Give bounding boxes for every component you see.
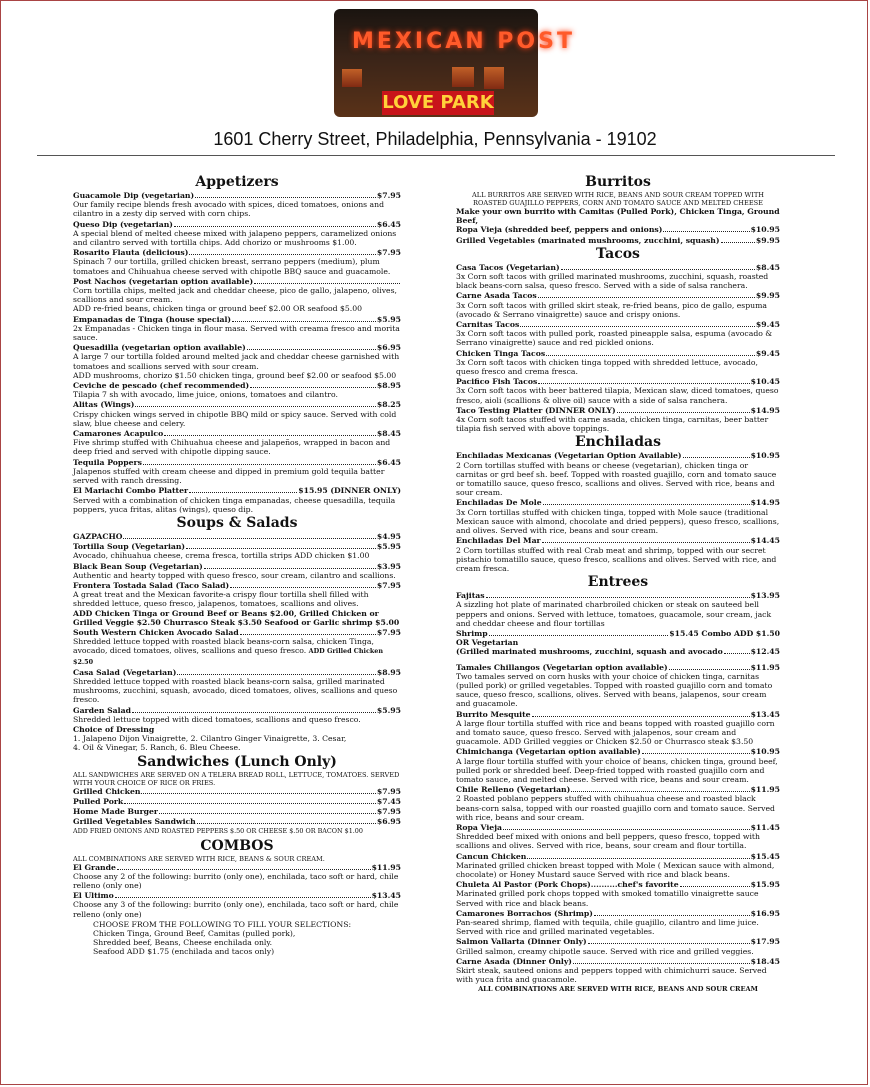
menu-item — [73, 248, 401, 276]
item-description: 2 Roasted poblano peppers stuffed with chihuahua cheese and roasted black beans-corn salsa, topped with our roasted guajillo corn and tomato sauce. Served with rice, beans and sour cream. — [456, 794, 775, 822]
menu-item — [456, 498, 780, 535]
item-addon: ADD re-fried beans, chicken tinga or ground beef $2.00 OR seafood $5.00 — [73, 304, 363, 314]
item-description: Choose any 3 of the following: burrito (only one), enchilada, taco soft or hard, chile relleno (only one) — [73, 900, 399, 919]
item-description: A sizzling hot plate of marinated charbroiled chicken or steak on sauteed bell peppers and onions. Served with lettuce, tomatoes, guacamole, sour cream, jack and cheddar cheese and flour tortillas — [456, 600, 772, 628]
item-description: Shredded beef mixed with onions and bell peppers, queso fresco, topped with scallions and olives. Served with rice, beans, sour cream and flour tortilla. — [456, 832, 760, 851]
leader-dots — [240, 634, 376, 635]
item-description: A large flour tortilla stuffed with your choice of beans, chicken tinga, ground beef, pulled pork or shredded beef. Deep-fried topped with roasted guajillo corn and tomato sauce, and melted cheese. Served with rice, beans and sour cream. — [456, 756, 778, 784]
leader-dots — [617, 412, 750, 413]
menu-item — [456, 451, 780, 497]
item-name: El Mariachi Combo Platter — [73, 486, 189, 496]
item-description: Choose any 2 of the following: burrito (only one), enchilada, taco soft or hard, chile relleno (only one) — [73, 871, 399, 890]
item-price: $6.45 — [376, 219, 401, 229]
item-description: 2 Corn tortillas stuffed with beans or cheese (vegetarian), chicken tinga or carnitas or grd beef sh. beef. Topped with roasted guajillo, corn and tomato sauce or tomatillo sauce, queso fresco, scallions and olives. Served with rice, beans and sour cream. — [456, 460, 777, 498]
leader-dots — [680, 886, 750, 887]
menu-item — [73, 343, 401, 380]
menu-item — [73, 532, 401, 541]
item-price: $15.45 Combo ADD $1.50 — [669, 628, 780, 638]
item-description: Shredded lettuce topped with roasted black beans-corn salsa, chicken Tinga, avocado, diced tomatoes, olives, scallions and queso fresco. ADD Grilled Chicken $2.50 — [73, 637, 383, 666]
tacos-list — [456, 263, 780, 434]
menu-item — [456, 937, 780, 955]
burritos-list — [456, 225, 780, 244]
item-name: Camarones Borrachos (Shrimp) — [456, 908, 593, 918]
menu-item — [456, 629, 780, 638]
menu-item — [456, 225, 780, 234]
leader-dots — [135, 406, 376, 407]
item-name: Casa Tacos (Vegetarian) — [456, 262, 560, 272]
item-name: Frontera Tostada Salad (Taco Salad) — [73, 580, 230, 590]
leader-dots — [189, 254, 376, 255]
item-price: $14.95 — [750, 498, 780, 508]
leader-dots — [230, 587, 376, 588]
burritos-notice: ALL BURRITOS ARE SERVED WITH RICE, BEANS AND SOUR CREAM TOPPED WITH ROASTED GUAJILLO PEPPERS, CORN AND TOMATO SAUCE AND MELTED CHEESE — [472, 191, 764, 207]
leader-dots — [189, 492, 297, 493]
menu-item — [73, 817, 401, 826]
item-price: $10.95 — [750, 225, 780, 235]
section-title-entrees: Entrees — [587, 574, 649, 591]
menu-item — [456, 663, 780, 709]
item-description: Marinated grilled chicken breast topped with Mole ( Mexican sauce with almond, chocolate) or Honey Mustard sauce Served with rice and black beans. — [456, 860, 775, 879]
item-description: Pan-seared shrimp, flamed with tequila, chile guajillo, cilantro and lime juice. Served with rice and grilled marinated vegetables. — [456, 918, 759, 937]
menu-item — [456, 291, 780, 319]
item-price: $3.95 — [376, 561, 401, 571]
item-description: 3x Corn soft tacos with grilled marinated mushrooms, zucchini, squash, roasted black beans-corn salsa, queso fresco. Served with a side of salsa ranchera. — [456, 272, 769, 291]
menu-item — [456, 406, 780, 434]
menu-item — [456, 263, 780, 291]
leader-dots — [532, 716, 750, 717]
item-description: A great treat and the Mexican favorite-a crispy flour tortilla shell filled with shredded lettuce, queso fresco, jalapenos, tomatoes, scallions and olives. — [73, 590, 369, 609]
item-price: $11.95 — [750, 785, 780, 795]
item-price: $8.25 — [376, 400, 401, 410]
leader-dots — [588, 943, 750, 944]
section-title-sandwiches: Sandwiches (Lunch Only) — [137, 753, 337, 770]
item-name: Carne Asada Tacos — [456, 291, 537, 301]
leader-dots — [115, 897, 371, 898]
menu-item — [73, 381, 401, 399]
item-price: $13.95 — [750, 591, 780, 601]
item-price: $5.95 — [376, 314, 401, 324]
sandwiches-notice: ALL SANDWICHES ARE SERVED ON A TELERA BREAD ROLL, LETTUCE, TOMATOES. SERVED WITH YOUR CHOICE OF RICE OR FRIES. — [73, 770, 400, 787]
leader-dots — [124, 803, 376, 804]
item-name: Rosarito Flauta (delicious) — [73, 248, 189, 258]
soups-list — [73, 532, 401, 724]
item-price: $7.95 — [376, 786, 401, 796]
menu-item — [456, 591, 780, 628]
leader-dots — [486, 597, 750, 598]
item-name: Cancun Chicken — [456, 851, 527, 861]
menu-item — [456, 320, 780, 348]
menu-item — [456, 785, 780, 822]
item-name: Black Bean Soup (Vegetarian) — [73, 561, 203, 571]
menu-item — [73, 486, 401, 514]
item-name: Home Made Burger — [73, 806, 158, 816]
item-name: Garden Salad — [73, 705, 131, 715]
menu-item — [456, 880, 780, 908]
item-price: $7.95 — [376, 580, 401, 590]
item-description: Two tamales served on corn husks with your choice of chicken tinga, carnitas (pulled pork) or grilled vegetables. Topped with roasted guajillo corn and tomato sauce, queso fresco, scallions, olives. Served with beans, jalapenos, sour cream and guacamole. — [456, 671, 773, 709]
item-name: Carnitas Tacos — [456, 320, 520, 330]
menu-item — [456, 957, 780, 985]
appetizers-list — [73, 191, 401, 514]
menu-item — [73, 220, 401, 248]
leader-dots — [561, 269, 755, 270]
item-price: $9.45 — [755, 348, 780, 358]
item-description: Authentic and hearty topped with queso fresco, sour cream, cilantro and scallions. — [73, 570, 396, 580]
leader-dots — [186, 548, 376, 549]
item-description: Our family recipe blends fresh avocado with spices, diced tomatoes, onions and cilantro in a zesty dip served with corn chips. — [73, 200, 385, 219]
burritos-intro: Make your own burrito with Camitas (Pulled Pork), Chicken Tinga, Ground Beef, — [456, 207, 780, 226]
right-column — [456, 173, 780, 993]
item-description: 3x Corn soft tacos with chicken tinga topped with shredded lettuce, avocado, queso fresco and crema fresca. — [456, 357, 758, 377]
item-addon: ADD Chicken Tinga or Ground Beef or Beans $2.00, Grilled Chicken or Grilled Veggie $2.50 Churrasco Steak $3.50 Seafood or Garlic shrimp $5.00 — [73, 608, 400, 627]
item-name: Chicken Tinga Tacos — [456, 348, 546, 358]
leader-dots — [164, 435, 376, 436]
menu-item — [73, 628, 401, 667]
item-name: Grilled Vegetables Sandwich — [73, 817, 196, 827]
item-name: Ceviche de pescado (chef recommended) — [73, 381, 250, 391]
menu-item — [73, 191, 401, 219]
menu-item — [456, 236, 780, 245]
item-name: Enchiladas Del Mar — [456, 536, 541, 546]
section-title-soups: Soups & Salads — [176, 514, 298, 531]
item-name: Enchiladas De Mole — [456, 498, 542, 508]
item-price: $5.95 — [376, 705, 401, 715]
menu-item — [73, 863, 401, 891]
entrees-footer: ALL COMBINATIONS ARE SERVED WITH RICE, BEANS AND SOUR CREAM — [478, 985, 758, 994]
item-name: El Ultimo — [73, 891, 114, 901]
leader-dots — [159, 813, 376, 814]
menu-item — [456, 909, 780, 937]
menu-item — [456, 349, 780, 377]
item-price: $12.45 — [750, 647, 780, 657]
item-name: Tortilla Soup (Vegetarian) — [73, 542, 186, 552]
item-price: $4.95 — [376, 531, 401, 541]
item-price: $10.95 — [750, 451, 780, 461]
left-column — [73, 173, 401, 957]
item-description: 3x Corn tortillas stuffed with chicken tinga, topped with Mole sauce (traditional Mexican sauce with almond, chocolate and dried peppers), queso fresco, scallions, and olives. Served with rice, beans and sour cream. — [456, 507, 780, 536]
item-price: $6.95 — [376, 343, 401, 353]
combos-fill-line: Seafood ADD $1.75 (enchilada and tacos only) — [93, 947, 275, 957]
item-price: $10.45 — [750, 377, 780, 387]
item-name: (Grilled marinated mushrooms, zucchini, squash and avocado — [456, 647, 723, 657]
menu-item — [456, 823, 780, 851]
item-name: Grilled Vegetables (marinated mushrooms, zucchini, squash) — [456, 235, 720, 245]
item-description: Grilled salmon, creamy chipotle sauce. Served with rice and grilled veggies. — [456, 946, 754, 956]
item-description: Spinach 7 our tortilla, grilled chicken breast, serrano peppers (medium), plum tomatoes and Chihuahua cheese served with chipotle BBQ sauce and guacamole. — [73, 257, 391, 276]
combos-notice: ALL COMBINATIONS ARE SERVED WITH RICE, BEANS & SOUR CREAM. — [73, 854, 325, 863]
item-addon: ADD mushrooms, chorizo $1.50 chicken tinga, ground beef $2.00 or seafood $5.00 — [73, 370, 397, 380]
leader-dots — [571, 791, 749, 792]
item-price: $7.45 — [376, 796, 401, 806]
item-price: $6.95 — [376, 817, 401, 827]
item-description: Shredded lettuce topped with diced tomatoes, scallions and queso fresco. — [73, 714, 361, 724]
menu-item — [73, 562, 401, 580]
item-price: $10.95 — [750, 747, 780, 757]
section-title-burritos: Burritos — [585, 174, 651, 190]
menu-item — [73, 706, 401, 724]
item-price: $7.95 — [376, 806, 401, 816]
combos-fill-line: Chicken Tinga, Ground Beef, Camitas (pulled pork), — [93, 929, 296, 939]
leader-dots — [543, 504, 750, 505]
item-description: A large 7 our tortilla folded around melted jack and cheddar cheese garnished with tomatoes and scallions served with sour cream. — [73, 352, 400, 371]
item-price: $11.95 — [371, 862, 401, 872]
leader-dots — [520, 326, 755, 327]
section-title-enchiladas: Enchiladas — [574, 434, 661, 451]
item-description: 2 Corn tortillas stuffed with real Crab meat and shrimp, topped with our secret pistachio tomatillo sauce, queso fresco, scallions and olives. Served with rice, and cream fresca. — [456, 545, 777, 573]
menu-item — [73, 542, 401, 560]
item-price: $14.45 — [750, 536, 780, 546]
item-name: Quesadilla (vegetarian option available) — [73, 343, 246, 353]
item-name: Grilled Chicken — [73, 786, 141, 796]
item-description: Corn tortilla chips, melted jack and cheddar cheese, pico de gallo, jalapeno, olives, scallions and sour cream. — [73, 286, 397, 305]
section-title-appetizers: Appetizers — [195, 174, 279, 190]
leader-dots — [132, 712, 376, 713]
leader-dots — [538, 297, 755, 298]
item-name: Salmon Vallarta (Dinner Only) — [456, 937, 587, 947]
leader-dots — [117, 869, 371, 870]
leader-dots — [546, 355, 755, 356]
menu-item — [73, 668, 401, 705]
leader-dots — [232, 321, 376, 322]
item-name: Pulled Pork — [73, 796, 124, 806]
item-description: Shredded lettuce topped with roasted black beans-corn salsa, grilled marinated mushrooms, zucchini, squash, avocado, diced tomatoes, olives, scallions and queso fresco. — [73, 676, 398, 705]
item-name: GAZPACHO — [73, 531, 123, 541]
item-name: Taco Testing Platter (DINNER ONLY) — [456, 405, 616, 415]
dressing-title: Choice of Dressing — [73, 724, 155, 734]
love-park-sign: LOVE PARK — [382, 92, 494, 113]
item-name: Chile Relleno (Vegetarian) — [456, 785, 571, 795]
item-price: $13.45 — [750, 709, 780, 719]
header-divider — [37, 155, 835, 156]
item-price: $9.95 — [755, 291, 780, 301]
item-price: $7.95 — [376, 248, 401, 258]
leader-dots — [123, 538, 376, 539]
item-price: $11.95 — [750, 662, 780, 672]
leader-dots — [573, 963, 750, 964]
leader-dots — [250, 387, 376, 388]
item-addon: ADD Grilled Chicken $2.50 — [73, 647, 383, 666]
item-name: Ropa Vieja (shredded beef, peppers and onions) — [456, 225, 663, 235]
item-name: Pacifico Fish Tacos — [456, 377, 538, 387]
item-price: $17.95 — [750, 937, 780, 947]
item-description: 2x Empanadas - Chicken tinga in flour masa. Served with creama fresco and morita sauce. — [73, 323, 400, 343]
section-title-combos: COMBOS — [200, 837, 274, 854]
leader-dots — [143, 464, 376, 465]
item-description: Jalapenos stuffed with cream cheese and dipped in premium gold tequila batter served with ranch dressing. — [73, 466, 385, 486]
item-name: Post Nachos (vegetarian option available) — [73, 276, 254, 286]
item-price: $9.45 — [755, 320, 780, 330]
item-name: Guacamole Dip (vegetarian) — [73, 191, 195, 200]
leader-dots — [503, 829, 750, 830]
item-description: A large flour tortilla stuffed with rice and beans topped with roasted guajillo corn and tomato sauce, queso fresco. Served with jalapenos, sour cream and guacamole. ADD Grilled veggies or Chicken $2.50 or Churrasco steak $3.50 — [456, 718, 775, 747]
leader-dots — [247, 349, 376, 350]
item-description: 3x Corn soft tacos with grilled skirt steak, re-fried beans, pico de gallo, espuma (avocado & Serrano vinaigrette) sauce and crispy onions. — [456, 300, 767, 319]
menu-item — [73, 458, 401, 486]
item-name: Casa Salad (Vegetarian) — [73, 667, 177, 677]
leader-dots — [204, 568, 376, 569]
menu-item — [73, 807, 401, 816]
restaurant-address: 1601 Cherry Street, Philadelphia, Pennsylvania - 19102 — [213, 129, 657, 149]
item-description: Marinated grilled pork chops topped with smoked tomatillo vinaigrette sauce Served with rice and black beans. — [456, 889, 759, 908]
neon-sign: MEXICAN POST — [352, 29, 575, 54]
item-name: Shrimp — [456, 628, 488, 638]
item-name: Fajitas — [456, 591, 485, 601]
item-price: $8.95 — [376, 667, 401, 677]
item-name: Ropa Vieja — [456, 822, 502, 832]
item-price: $8.95 — [376, 381, 401, 391]
item-price: $7.95 — [376, 191, 401, 200]
menu-item — [73, 315, 401, 343]
item-price: $15.95 — [750, 880, 780, 890]
menu-item — [73, 277, 401, 314]
sandwiches-list — [73, 787, 401, 827]
item-description: Crispy chicken wings served in chipotle BBQ mild or spicy sauce. Served with cold slaw, blue cheese and celery. — [73, 409, 397, 428]
menu-item — [456, 710, 780, 747]
item-description: Skirt steak, sauteed onions and peppers topped with chimichurri sauce. Served with yuca frita and guacamole. — [456, 966, 767, 985]
leader-dots — [721, 242, 755, 243]
item-price: $11.45 — [750, 822, 780, 832]
item-price: $6.45 — [376, 457, 401, 467]
combos-fill-line: Shredded beef, Beans, Cheese enchilada only. — [93, 938, 273, 948]
leader-dots — [195, 197, 376, 198]
leader-dots — [669, 669, 750, 670]
item-description: A special blend of melted cheese mixed with jalapeno peppers, caramelized onions and cilantro served with tortilla chips. Add chorizo or mushrooms $1.00. — [73, 228, 397, 248]
item-price: $15.95 (DINNER ONLY) — [298, 486, 401, 496]
item-description: Tilapia 7 sh with avocado, lime juice, onions, tomatoes and cilantro. — [73, 390, 338, 400]
item-price: $18.45 — [750, 956, 780, 966]
dressing-options-1: 1. Jalapeno Dijon Vinaigrette, 2. Cilantro Ginger Vinaigrette, 3. Cesar, — [73, 734, 347, 744]
item-name: Carne Asada (Dinner Only) — [456, 956, 572, 966]
leader-dots — [724, 653, 750, 654]
item-name: Enchiladas Mexicanas (Vegetarian Option Available) — [456, 451, 682, 461]
item-name: Camarones Acapulco — [73, 429, 164, 439]
item-name: Tequila Poppers — [73, 457, 142, 467]
item-price: $8.45 — [755, 262, 780, 272]
or-vegetarian-label: OR Vegetarian — [456, 638, 519, 648]
item-description: 3x Corn soft tacos with pulled pork, roasted pineapple salsa, espuma (avocado & Serrano vinaigrette) sauce and red pickled onions. — [456, 329, 773, 348]
entrees-list — [456, 663, 780, 985]
item-description: Served with a combination of chicken tinga empanadas, cheese quesadilla, tequila poppers, yuca fritas, alitas (wings), queso dip. — [73, 495, 396, 514]
menu-item — [456, 747, 780, 784]
dressing-options-2: 4. Oil & Vinegar, 5. Ranch, 6. Bleu Cheese. — [73, 743, 241, 753]
leader-dots — [527, 858, 749, 859]
item-description: 3x Corn soft tacos with beer battered tilapia, Mexican slaw, diced tomatoes, queso fresco, aioli (scallions & olive oil) sauce with a side of salsa ranchera. — [456, 386, 779, 405]
item-price: $16.95 — [750, 908, 780, 918]
leader-dots — [197, 823, 376, 824]
menu-item — [73, 787, 401, 796]
combos-list — [73, 863, 401, 919]
item-name: Alitas (Wings) — [73, 400, 135, 410]
leader-dots — [174, 226, 376, 227]
leader-dots — [141, 793, 375, 794]
item-description: Five shrimp stuffed with Chihuahua cheese and jalapeños, wrapped in bacon and deep fried and served with chipotle dipping sauce. — [73, 438, 391, 457]
menu-item — [73, 429, 401, 457]
item-price: $15.45 — [750, 851, 780, 861]
leader-dots — [254, 283, 400, 284]
menu-item — [73, 400, 401, 428]
leader-dots — [538, 383, 749, 384]
leader-dots — [663, 231, 749, 232]
item-description: Avocado, chihuahua cheese, crema fresca, tortilla strips ADD chicken $1.00 — [73, 551, 370, 561]
item-price: $13.45 — [371, 891, 401, 901]
sandwiches-addons: ADD FRIED ONIONS AND ROASTED PEPPERS $.50 OR CHEESE $.50 OR BACON $1.00 — [73, 827, 363, 836]
enchiladas-list — [456, 451, 780, 573]
item-price: $7.95 — [376, 627, 401, 637]
menu-item — [73, 891, 401, 919]
menu-item — [73, 797, 401, 806]
item-price: $5.95 — [376, 542, 401, 552]
menu-item — [456, 647, 780, 656]
section-title-tacos: Tacos — [596, 245, 640, 262]
item-name: Chuleta Al Pastor (Pork Chops)..........chef's favorite — [456, 880, 679, 890]
menu-item — [73, 581, 401, 627]
menu-item — [456, 377, 780, 405]
item-name: Burrito Mesquite — [456, 709, 531, 719]
leader-dots — [642, 753, 750, 754]
item-price: $8.45 — [376, 429, 401, 439]
menu-item — [456, 852, 780, 880]
leader-dots — [542, 542, 750, 543]
item-name: Chimichanga (Vegetarian option available) — [456, 747, 641, 757]
menu-item — [456, 536, 780, 573]
item-name: Tamales Chillangos (Vegetarian option available) — [456, 662, 668, 672]
leader-dots — [683, 457, 750, 458]
item-name: South Western Chicken Avocado Salad — [73, 627, 239, 637]
leader-dots — [594, 915, 750, 916]
leader-dots — [177, 674, 376, 675]
item-name: Queso Dip (vegetarian) — [73, 219, 173, 229]
item-name: El Grande — [73, 862, 116, 872]
item-price: $9.95 — [755, 235, 780, 245]
item-description: 4x Corn soft tacos stuffed with carne asada, chicken tinga, carnitas, beer batter tilapia fish served with above toppings. — [456, 415, 769, 434]
leader-dots — [489, 635, 669, 636]
item-name: Empanadas de Tinga (house special) — [73, 314, 232, 324]
restaurant-photo — [334, 9, 575, 117]
combos-fill-heading: CHOOSE FROM THE FOLLOWING TO FILL YOUR SELECTIONS: — [93, 919, 352, 929]
item-price: $14.95 — [750, 405, 780, 415]
